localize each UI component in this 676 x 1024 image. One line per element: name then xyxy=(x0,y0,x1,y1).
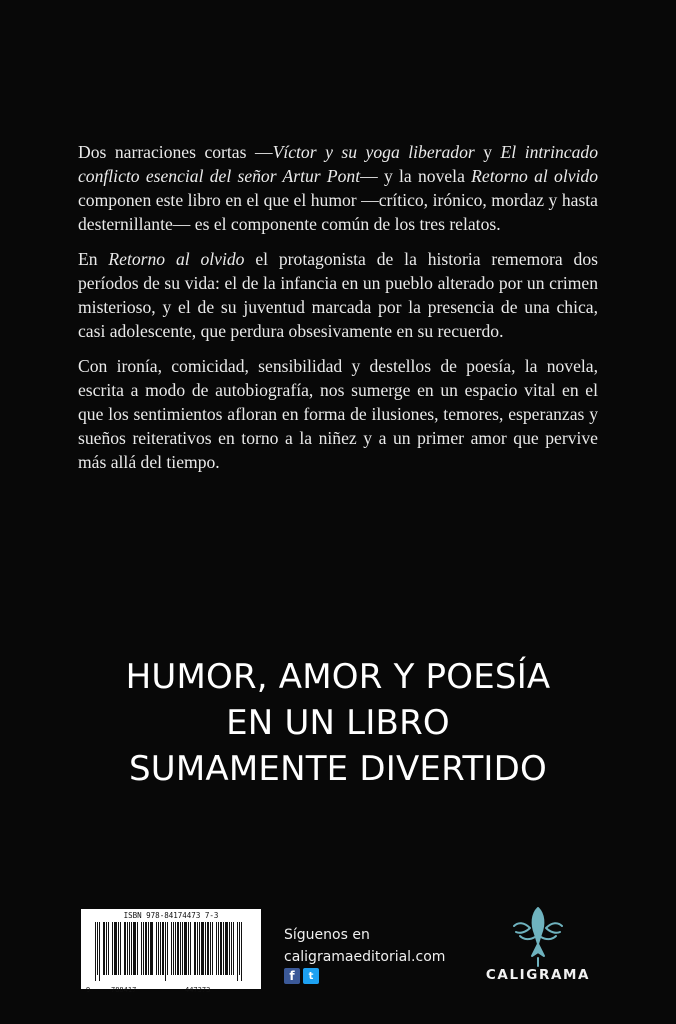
title-victor: Víctor y su yoga liberador xyxy=(272,142,475,162)
barcode-bar xyxy=(156,922,157,975)
barcode-bar xyxy=(197,922,198,975)
barcode-bar xyxy=(241,922,242,981)
barcode-bar xyxy=(127,922,128,975)
isbn-barcode xyxy=(81,909,261,994)
barcode-bar xyxy=(137,922,138,975)
barcode-bar xyxy=(229,922,230,975)
synopsis xyxy=(78,140,598,485)
barcode-bar xyxy=(225,922,228,975)
barcode-bar xyxy=(145,922,147,975)
barcode-bar xyxy=(160,922,161,975)
barcode-bar xyxy=(165,922,166,981)
barcode-digit-first: 9 xyxy=(86,986,91,994)
barcode-bar xyxy=(177,922,179,975)
slogan-line: EN UN LIBRO xyxy=(226,703,450,743)
slogan-line: SUMAMENTE DIVERTIDO xyxy=(128,749,547,789)
barcode-bar xyxy=(120,922,121,975)
barcode-bars xyxy=(95,922,251,975)
barcode-bar xyxy=(182,922,183,975)
barcode-bar xyxy=(108,922,109,975)
barcode-bar xyxy=(220,922,222,975)
barcode-bar xyxy=(118,922,119,975)
barcode-bar xyxy=(184,922,187,975)
website-link[interactable]: caligramaeditorial.com xyxy=(284,949,446,965)
barcode-bar xyxy=(133,922,136,975)
isbn-text: ISBN 978-84174473 7-3 xyxy=(123,911,219,920)
barcode-bar xyxy=(223,922,224,975)
slogan xyxy=(0,654,676,792)
title-retorno: Retorno al olvido xyxy=(471,166,598,186)
title-artur-pont: El intrincado conflicto esencial del señor Artur Pont xyxy=(78,142,598,186)
barcode-bar xyxy=(97,922,98,975)
barcode-bar xyxy=(106,922,107,975)
barcode-bar xyxy=(180,922,181,975)
barcode-bar xyxy=(158,922,159,975)
barcode-bar xyxy=(205,922,206,975)
barcode-bar xyxy=(99,922,100,981)
barcode-bar xyxy=(150,922,153,975)
barcode-bar xyxy=(218,922,219,975)
barcode-bar xyxy=(190,922,191,975)
barcode-bar xyxy=(210,922,211,975)
barcode-bar xyxy=(143,922,144,975)
follow-us xyxy=(284,924,445,968)
barcode-bar xyxy=(131,922,132,975)
barcode-bar xyxy=(114,922,117,975)
barcode-bar xyxy=(175,922,176,975)
barcode-bar xyxy=(212,922,213,975)
barcode-bar xyxy=(129,922,130,975)
title-retorno: Retorno al olvido xyxy=(108,249,245,269)
barcode-bar xyxy=(201,922,204,975)
barcode-bar xyxy=(239,922,240,975)
barcode-bar xyxy=(207,922,209,975)
barcode-bar xyxy=(95,922,96,981)
barcode-bar xyxy=(124,922,126,975)
barcode-bar xyxy=(231,922,232,975)
barcode-bar xyxy=(103,922,105,975)
barcode-bar xyxy=(216,922,217,975)
barcode-digits-right: 447373 xyxy=(185,986,211,994)
barcode-bar xyxy=(148,922,149,975)
slogan-line: HUMOR, AMOR Y POESÍA xyxy=(125,657,551,697)
barcode-bar xyxy=(173,922,174,975)
barcode-bar xyxy=(237,922,238,981)
facebook-icon[interactable]: f xyxy=(284,968,300,984)
barcode-bar xyxy=(162,922,164,975)
barcode-bar xyxy=(167,922,168,975)
barcode-bar xyxy=(233,922,234,975)
fish-lyre-icon xyxy=(508,904,568,970)
synopsis-paragraph-2: En Retorno al olvido el protagonista de la historia rememora dos períodos de su vida: el de la infancia en un pueblo alterado por un crimen misterioso, y el de su juventud marcada por la presencia de una chica, casi adolescente, que perdura obsesivamente en su recuerdo. xyxy=(78,249,598,341)
barcode-bar xyxy=(194,922,196,975)
barcode-bar xyxy=(112,922,113,975)
barcode-bar xyxy=(141,922,142,975)
synopsis-paragraph-1: Dos narraciones cortas —Víctor y su yoga liberador y El intrincado conflicto esencial del señor Artur Pont— y la novela Retorno al olvido componen este libro en el que el humor —crítico, irónico, mordaz y hasta desternillante— es el componente común de los tres relatos. xyxy=(78,142,598,234)
synopsis-paragraph-3: Con ironía, comicidad, sensibilidad y destellos de poesía, la novela, escrita a modo de autobiografía, nos sumerge en un espacio vital en el que los sentimientos afloran en forma de ilusiones, temores, esperanzas y sueños reiterativos en torno a la niñez y a un primer amor que pervive más allá del tiempo. xyxy=(78,356,598,472)
follow-label: Síguenos en xyxy=(284,927,370,943)
barcode-bar xyxy=(188,922,189,975)
twitter-icon[interactable]: t xyxy=(303,968,319,984)
publisher-name: CALIGRAMA xyxy=(485,967,591,983)
barcode-bar xyxy=(171,922,172,975)
social-links xyxy=(284,968,319,984)
barcode-digits-left: 788417 xyxy=(111,986,137,994)
barcode-bar xyxy=(199,922,200,975)
